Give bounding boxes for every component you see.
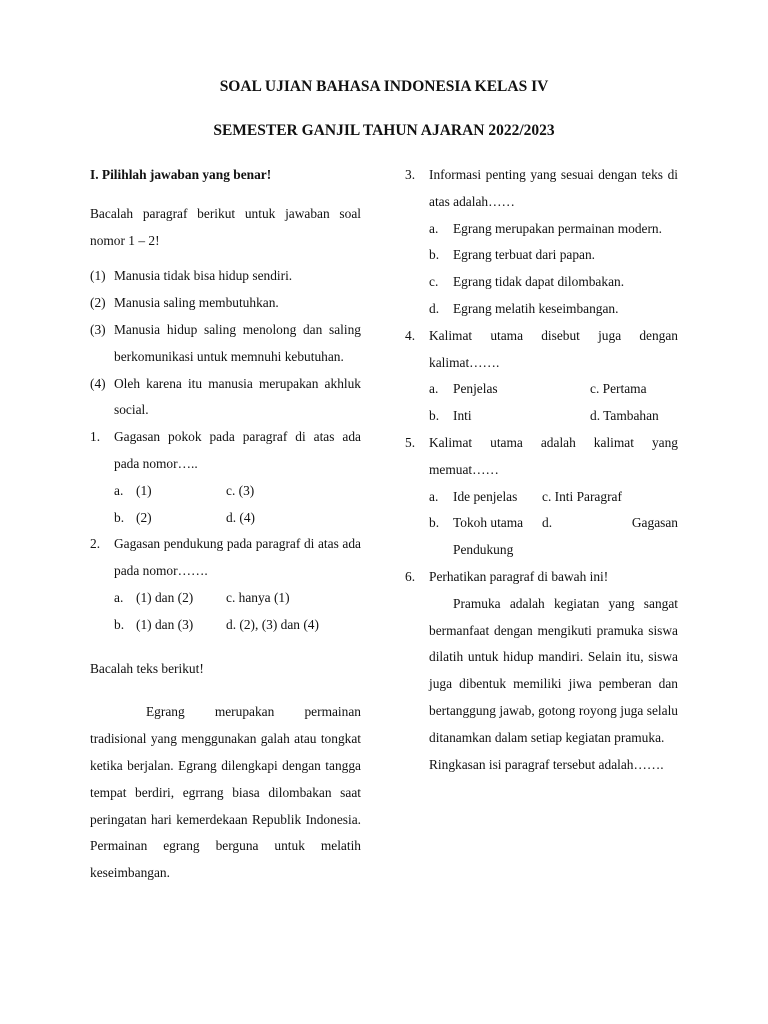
option-text: Gagasan <box>631 515 678 531</box>
option-row <box>405 296 678 323</box>
option-row <box>405 216 678 243</box>
option-letter: a. <box>429 381 439 397</box>
question-stem <box>405 564 678 591</box>
option-text: Egrang merupakan permainan modern. <box>453 220 662 236</box>
question-text: Informasi penting yang sesuai dengan teks di atas adalah…… <box>429 167 678 209</box>
option-letter: a. <box>114 482 124 498</box>
answer-options <box>90 585 361 639</box>
sentence-text: Manusia tidak bisa hidup sendiri. <box>114 268 293 284</box>
option-letter: c. <box>429 274 439 290</box>
question-stem <box>405 162 678 216</box>
option-text: d. (4) <box>226 509 256 525</box>
question-text: Kalimat utama disebut juga dengan kalimat……. <box>429 327 678 370</box>
question-stem <box>405 430 678 484</box>
question-passage: Pramuka adalah kegiatan yang sangat bermanfaat dengan mengikuti pramuka siswa dilatih untuk hidup mandiri. Selain itu, siswa juga dibentuk memiliki jiwa pemberan dan bertanggung jawab, gotong royong juga selalu ditanamkan dalam setiap kegiatan pramuka. <box>429 595 678 745</box>
option-letter: a. <box>429 488 439 504</box>
sentence-number: (3) <box>90 321 106 337</box>
sentence-text: Oleh karena itu manusia merupakan akhluk social. <box>114 375 361 418</box>
sentence-number: (1) <box>90 268 106 284</box>
option-text: Egrang melatih keseimbangan. <box>453 300 619 316</box>
question-2 <box>90 531 361 638</box>
question-stem <box>90 531 361 585</box>
option-text: c. Pertama <box>590 381 647 397</box>
option-row <box>114 612 361 639</box>
option-continuation: Pendukung <box>453 542 514 558</box>
sentence-list <box>90 263 361 424</box>
reading-passage: Egrang merupakan permainan tradisional yang menggunakan galah atau tongkat ketika berjalan. Egrang dilengkapi dengan tangga tempat berdiri, egrrang biasa dilombakan saat peringatan hari kemerdekaan Republik Indonesia. Permainan egrang berguna untuk melatih keseimbangan. <box>90 704 361 881</box>
option-row <box>429 510 678 537</box>
sentence-text: Manusia saling membutuhkan. <box>114 295 279 311</box>
question-number: 1. <box>90 429 101 445</box>
option-text: Penjelas <box>453 381 498 397</box>
option-row <box>114 505 361 532</box>
question-text: Kalimat utama adalah kalimat yang memuat…… <box>429 434 678 477</box>
sentence-item <box>90 317 361 371</box>
question-number: 2. <box>90 536 101 552</box>
option-letter: b. <box>429 408 440 424</box>
exam-subtitle: SEMESTER GANJIL TAHUN AJARAN 2022/2023 <box>213 122 555 139</box>
section-intro: Bacalah paragraf berikut untuk jawaban soal nomor 1 – 2! <box>90 205 361 248</box>
left-column <box>90 162 361 887</box>
question-stem <box>90 424 361 478</box>
sentence-item <box>90 263 361 290</box>
section-heading: I. Pilihlah jawaban yang benar! <box>90 167 272 182</box>
option-text: c. Inti Paragraf <box>542 488 622 504</box>
option-text: (2) <box>136 509 152 525</box>
option-row <box>429 376 678 403</box>
option-text <box>542 510 678 537</box>
question-1 <box>90 424 361 531</box>
option-text: Ide penjelas <box>453 488 518 504</box>
option-letter: d. <box>429 300 440 316</box>
option-row <box>114 585 361 612</box>
answer-options <box>90 478 361 532</box>
option-text: d. (2), (3) dan (4) <box>226 616 319 632</box>
option-letter: b. <box>114 616 125 632</box>
option-text: d. Tambahan <box>590 408 659 424</box>
option-letter: b. <box>114 509 125 525</box>
question-text: Perhatikan paragraf di bawah ini! <box>429 568 609 584</box>
option-letter: a. <box>114 589 124 605</box>
answer-options <box>405 484 678 564</box>
question-text: Gagasan pendukung pada paragraf di atas ada pada nomor……. <box>114 536 361 579</box>
option-text: (1) dan (3) <box>136 616 194 632</box>
option-row <box>429 484 678 511</box>
option-letter: a. <box>429 220 439 236</box>
option-row <box>429 403 678 430</box>
right-column <box>405 162 678 778</box>
sentence-number: (2) <box>90 295 106 311</box>
option-text: c. (3) <box>226 482 255 498</box>
option-letter: d. <box>542 515 553 531</box>
question-stem <box>405 323 678 377</box>
exam-title: SOAL UJIAN BAHASA INDONESIA KELAS IV <box>219 78 549 95</box>
sentence-item <box>90 371 361 425</box>
option-text: (1) dan (2) <box>136 589 194 605</box>
answer-options <box>405 376 678 430</box>
question-number: 5. <box>405 434 416 450</box>
option-letter: b. <box>429 247 440 263</box>
option-text: Egrang terbuat dari papan. <box>453 247 596 263</box>
option-text: Egrang tidak dapat dilombakan. <box>453 274 625 290</box>
question-number: 3. <box>405 167 416 182</box>
question-number: 4. <box>405 327 416 343</box>
question-4 <box>405 323 678 430</box>
question-text: Gagasan pokok pada paragraf di atas ada pada nomor….. <box>114 429 361 471</box>
option-text: (1) <box>136 482 152 498</box>
question-3 <box>405 162 678 323</box>
question-prompt: Ringkasan isi paragraf tersebut adalah……. <box>429 756 664 772</box>
question-6 <box>405 564 678 778</box>
option-row <box>405 242 678 269</box>
option-text: Tokoh utama <box>453 515 524 531</box>
option-text: c. hanya (1) <box>226 589 290 605</box>
question-number: 6. <box>405 568 416 584</box>
option-text: Inti <box>453 408 472 424</box>
option-row <box>405 269 678 296</box>
option-letter: b. <box>429 515 440 531</box>
sentence-text: Manusia hidup saling menolong dan saling berkomunikasi untuk memnuhi kebutuhan. <box>114 321 361 364</box>
reading-instruction: Bacalah teks berikut! <box>90 660 204 676</box>
question-5 <box>405 430 678 564</box>
option-row <box>114 478 361 505</box>
sentence-number: (4) <box>90 375 106 391</box>
sentence-item <box>90 290 361 317</box>
